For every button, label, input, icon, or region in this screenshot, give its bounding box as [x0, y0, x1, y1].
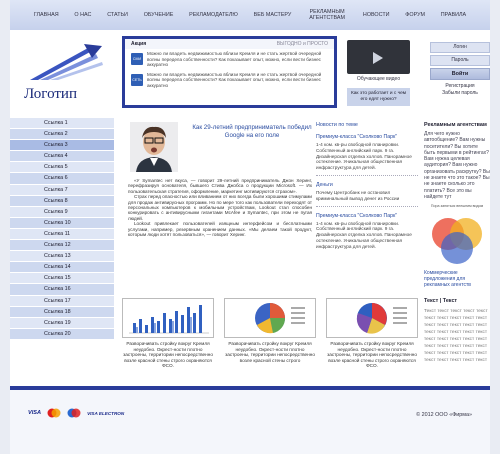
nav-agencies[interactable]: РЕКЛАМНЫМ АГЕНТСТВАМ — [309, 9, 346, 21]
news-headline[interactable]: Премиум-класса "Сколково Парк" — [316, 212, 398, 219]
top-nav — [10, 0, 490, 30]
venn-diagram-icon — [424, 210, 490, 266]
sidebar-item[interactable]: Ссылка 2 — [10, 129, 114, 140]
sidebar-item[interactable]: Ссылка 12 — [10, 240, 114, 251]
card-text: Разворачивать стройку вокруг Кремля неудобно. Окрест-ности плотно застроены, территории непосредственно возле красной стены строго охраняются ФСО. — [327, 341, 417, 369]
promo-tabs[interactable]: ВЫГОДНО и ПРОСТО — [276, 41, 328, 47]
divider — [316, 206, 418, 207]
maestro-icon — [67, 408, 81, 418]
agencies-offers-link[interactable]: Коммерческие предложения для рекламных агентств — [424, 270, 471, 289]
card-image — [224, 298, 316, 338]
sidebar-item[interactable]: Ссылка 10 — [10, 218, 114, 229]
visa-icon: VISA — [28, 410, 42, 416]
nav-rules[interactable]: ПРАВИЛА — [440, 12, 467, 18]
related-news-title[interactable]: Новости по теме — [316, 122, 358, 128]
sidebar-item[interactable]: Ссылка 17 — [10, 296, 114, 307]
news-headline[interactable]: Деньги — [316, 181, 333, 188]
play-icon — [373, 52, 383, 64]
article-paragraph: «У Symantec нет вкуса, — говорит 29-летний предприниматель Джон Херинг, перефразируя основателя, бывшего Стива Джобса о продукции Microsoft. — Их пользовательская стратегия, оформление, маркетинг мотивируются страхом». — [128, 178, 312, 194]
card[interactable] — [224, 298, 316, 384]
promo-tag: СЕТЬ — [131, 74, 143, 86]
promo-text: Можно ли владеть недвижимостью вблизи Кремля и не стать жертвой очередной волны передела собственности? Как показывает опыт, можно, если вести бизнес аккуратно — [147, 51, 322, 68]
article-title[interactable]: Как 29-летний предприниматель победил Google на его поле — [192, 124, 312, 139]
article-body — [128, 178, 312, 237]
pie-chart-icon — [225, 299, 315, 337]
visa-electron-icon: VISA ELECTRON — [87, 410, 125, 416]
sidebar-item[interactable]: Ссылка 19 — [10, 318, 114, 329]
login-input[interactable]: Логин — [430, 42, 490, 53]
copyright: © 2012 ООО «Фирма» — [416, 412, 472, 418]
nav-about[interactable]: О НАС — [74, 12, 92, 18]
sidebar-item[interactable]: Ссылка 1 — [10, 118, 114, 129]
forgot-password-link[interactable]: Забыли пароль — [442, 90, 478, 96]
sidebar-item[interactable]: Ссылка 11 — [10, 229, 114, 240]
article-paragraph: Lookout привлекает пользователей изящным интерфейсом и бесплатными услугами, например, резервным хранением данных. «Мы делаем такой продукт, которым люди хотят пользоваться», — говорит Херинг. — [128, 221, 312, 238]
promo-text: Можно ли владеть недвижимостью вблизи Кремля и не стать жертвой очередной волны передела собственности? Как показывает опыт, можно, если вести бизнес аккуратно — [147, 71, 322, 88]
sidebar-item[interactable]: Ссылка 3 — [10, 140, 114, 151]
divider — [316, 175, 418, 176]
nav-home[interactable]: ГЛАВНАЯ — [33, 12, 59, 18]
mastercard-icon — [47, 408, 61, 418]
nav-advertiser[interactable]: РЕКЛАМОДАТЕЛЮ — [189, 12, 238, 18]
card-text: Разворачивать стройку вокруг Кремля неудобно. Окрест-ности плотно застроены, территории непосредственно возле красной стены строго охраняются ФСО. — [123, 341, 213, 369]
video-thumbnail[interactable] — [347, 40, 410, 74]
pie-chart-icon — [327, 299, 417, 337]
sidebar-item[interactable]: Ссылка 4 — [10, 151, 114, 162]
person-image-icon — [130, 122, 178, 172]
sidebar-item[interactable]: Ссылка 13 — [10, 251, 114, 262]
sidebar-item[interactable]: Ссылка 6 — [10, 173, 114, 184]
nav-training[interactable]: ОБУЧЕНИЕ — [143, 12, 174, 18]
sidebar-item[interactable]: Ссылка 5 — [10, 162, 114, 173]
promo-label: Акция — [131, 41, 147, 47]
card-image — [326, 298, 418, 338]
card-text: Разворачивать стройку вокруг Кремля неудобно. Окрест-ности плотно застроены, территории непосредственно возле красной стены строго — [225, 341, 315, 363]
promo-item[interactable] — [125, 49, 334, 70]
agencies-title: Рекламным агентствам — [424, 122, 487, 128]
sidebar-item[interactable]: Ссылка 7 — [10, 185, 114, 196]
sidebar — [10, 118, 114, 340]
promo-header — [125, 39, 334, 49]
card-image — [122, 298, 214, 338]
nav-forum[interactable]: ФОРУМ — [405, 12, 425, 18]
promo-tag: СМИ — [131, 53, 143, 65]
agencies-column — [424, 122, 490, 364]
sidebar-item[interactable]: Ссылка 20 — [10, 329, 114, 340]
text-tabs[interactable]: Текст | Текст — [424, 298, 458, 305]
payment-methods — [28, 408, 124, 418]
related-news — [316, 122, 418, 250]
card[interactable] — [326, 298, 418, 384]
article-paragraph: Страх перед опасностью или вливанием от них всегда были хорошими стимулами для продаж антивирусных программ. Но по мере того как пользователи переходят от персональных компьютеров к мобильным устройствам, Lookout стал способен конкурировать с антивирусными гигантами McAfee и Symantec, при этом не пугая людей. — [128, 194, 312, 221]
news-text: Почему Центробанк не остановил криминальный вывод денег из России — [316, 189, 400, 201]
bar-chart-icon — [123, 299, 213, 337]
venn-caption: Пора заняться внешним видом — [430, 204, 484, 209]
logo[interactable] — [10, 36, 114, 116]
news-text: 1-4 ком. кв-ры свободной планировки. Собственный английский парк. 9 га. Дизайнерская отделка холлов. Панорамное остекление. Уникальная общественная инфраструктура для детей. — [316, 220, 412, 249]
nav-articles[interactable]: СТАТЬИ — [107, 12, 128, 18]
sidebar-item[interactable]: Ссылка 14 — [10, 262, 114, 273]
login-button[interactable]: Войти — [430, 68, 490, 80]
sidebar-item[interactable]: Ссылка 8 — [10, 196, 114, 207]
chart-cards — [122, 298, 418, 384]
sidebar-item[interactable]: Ссылка 18 — [10, 307, 114, 318]
footer — [10, 386, 490, 454]
nav-webmaster[interactable]: ВЕБ МАСТЕРУ — [253, 12, 292, 18]
login-panel — [430, 42, 490, 97]
promo-news-box — [122, 36, 337, 108]
news-text: 1-4 ком. кв-ры свободной планировки. Собственный английский парк. 9 га. Дизайнерская отделка холлов. Панорамное остекление. Уникальная общественная инфраструктура для детей. — [316, 142, 412, 171]
video-label: Обучающее видео — [356, 76, 401, 82]
card[interactable] — [122, 298, 214, 384]
nav-news[interactable]: НОВОСТИ — [362, 12, 390, 18]
sidebar-item[interactable]: Ссылка 15 — [10, 273, 114, 284]
page — [10, 0, 490, 454]
sidebar-item[interactable]: Ссылка 9 — [10, 207, 114, 218]
article-photo — [130, 122, 178, 172]
how-it-works-link[interactable]: Как это работает и с чем его едят нужно? — [347, 88, 410, 106]
promo-item[interactable] — [125, 70, 334, 91]
logo-text: Логотип — [24, 86, 77, 102]
password-input[interactable]: Пароль — [430, 55, 490, 66]
sidebar-item[interactable]: Ссылка 16 — [10, 284, 114, 295]
agencies-text: Для чего нужно автообщение? Вам нужны посетители? Вы хотите быть первыми в рейтингах? Вам нужна целевая аудитория? Вам нужно организовать раскрутку? Вы не знаете что это такое? Вы не знаете сколько это платить? Все это вы найдете тут — [424, 131, 490, 200]
logo-arrow-icon — [10, 36, 114, 86]
register-link[interactable]: Регистрация — [445, 83, 475, 89]
filler-text: Текст текст текст текст текст текст текст текст текст текст текст текст текст текст текст текст текст текст текст текст текст текст текст текст текст текст текст текст текст текст текст текст текст текст текст текст текст текст текст текст — [424, 309, 488, 364]
news-headline[interactable]: Премиум-класса "Сколково Парк" — [316, 134, 398, 140]
